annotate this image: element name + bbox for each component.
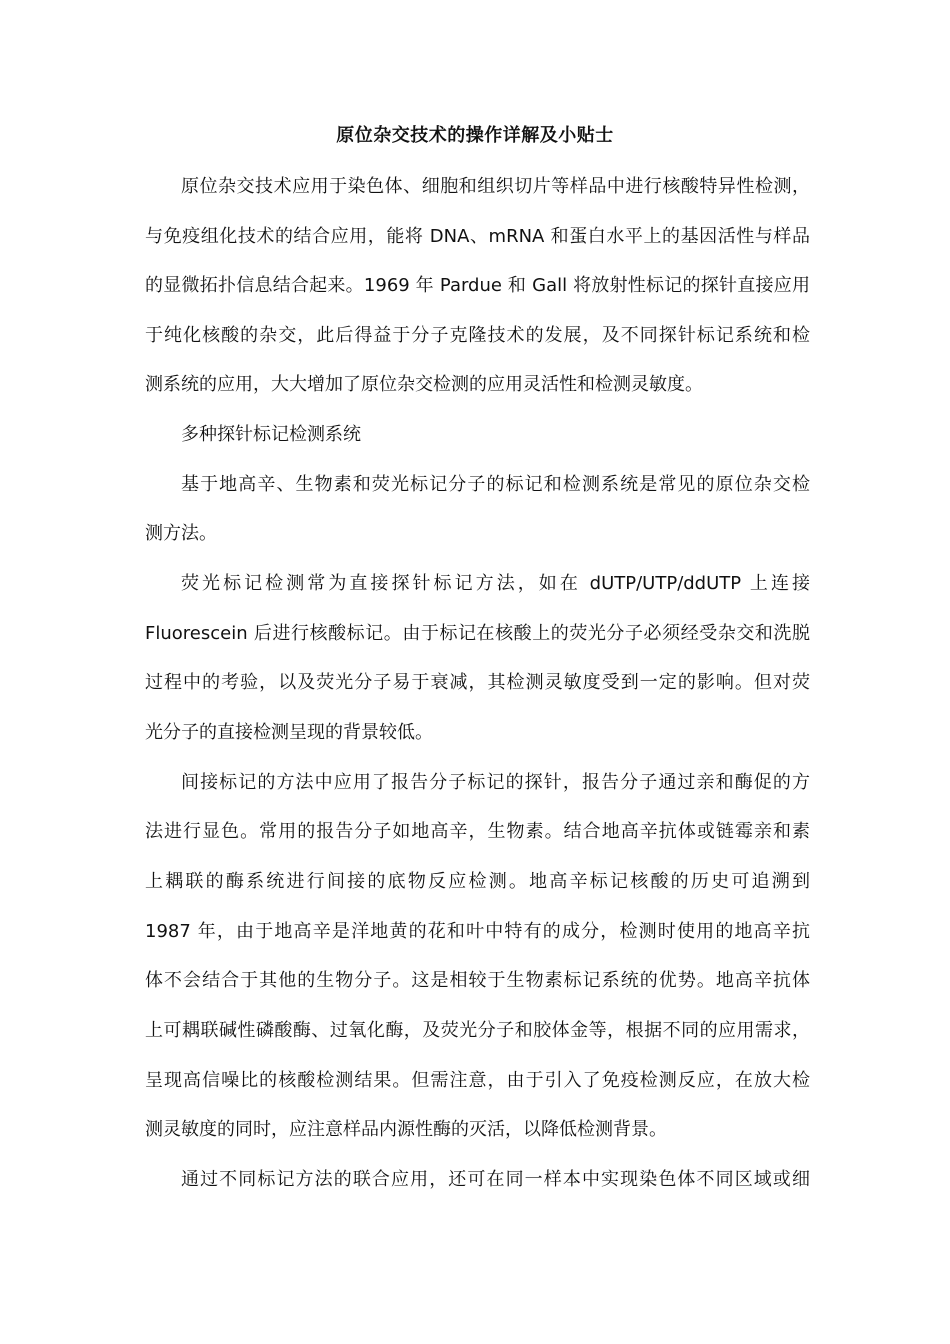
paragraph-3-line-3: 过程中的考验，以及荧光分子易于衰减，其检测灵敏度受到一定的影响。但对荧 (145, 672, 810, 693)
paragraph-2-line-1: 基于地高辛、生物素和荧光标记分子的标记和检测系统是常见的原位杂交检 (181, 474, 810, 495)
paragraph-5-line-1: 通过不同标记方法的联合应用，还可在同一样本中实现染色体不同区域或细 (181, 1169, 810, 1190)
paragraph-4-line-7: 呈现高信噪比的核酸检测结果。但需注意，由于引入了免疫检测反应，在放大检 (145, 1070, 810, 1091)
paragraph-4-line-5: 体不会结合于其他的生物分子。这是相较于生物素标记系统的优势。地高辛抗体 (145, 970, 810, 991)
paragraph-3-line-1: 荧光标记检测常为直接探针标记方法，如在 dUTP/UTP/ddUTP 上连接 (181, 573, 810, 594)
paragraph-2-line-2: 测方法。 (145, 523, 217, 544)
document-title: 原位杂交技术的操作详解及小贴士 (336, 125, 614, 146)
paragraph-4-line-2: 法进行显色。常用的报告分子如地高辛，生物素。结合地高辛抗体或链霉亲和素 (145, 821, 810, 842)
paragraph-1-line-3: 的显微拓扑信息结合起来。1969 年 Pardue 和 Gall 将放射性标记的探针直接应用 (145, 275, 810, 296)
paragraph-4-line-4: 1987 年，由于地高辛是洋地黄的花和叶中特有的成分，检测时使用的地高辛抗 (145, 921, 810, 942)
paragraph-1-line-4: 于纯化核酸的杂交，此后得益于分子克隆技术的发展，及不同探针标记系统和检 (145, 325, 810, 346)
paragraph-1-line-2: 与免疫组化技术的结合应用，能将 DNA、mRNA 和蛋白水平上的基因活性与样品 (145, 226, 810, 247)
paragraph-1-line-1: 原位杂交技术应用于染色体、细胞和组织切片等样品中进行核酸特异性检测， (181, 176, 810, 197)
paragraph-4-line-8: 测灵敏度的同时，应注意样品内源性酶的灭活，以降低检测背景。 (145, 1119, 667, 1140)
paragraph-1-line-5: 测系统的应用，大大增加了原位杂交检测的应用灵活性和检测灵敏度。 (145, 374, 703, 395)
paragraph-3-line-2: Fluorescein 后进行核酸标记。由于标记在核酸上的荧光分子必须经受杂交和洗脱 (145, 623, 810, 644)
paragraph-4-line-3: 上耦联的酶系统进行间接的底物反应检测。地高辛标记核酸的历史可追溯到 (145, 871, 810, 892)
section-heading: 多种探针标记检测系统 (181, 424, 361, 445)
paragraph-4-line-1: 间接标记的方法中应用了报告分子标记的探针，报告分子通过亲和酶促的方 (181, 772, 810, 793)
paragraph-4-line-6: 上可耦联碱性磷酸酶、过氧化酶，及荧光分子和胶体金等，根据不同的应用需求， (145, 1020, 810, 1041)
paragraph-3-line-4: 光分子的直接检测呈现的背景较低。 (145, 722, 433, 743)
